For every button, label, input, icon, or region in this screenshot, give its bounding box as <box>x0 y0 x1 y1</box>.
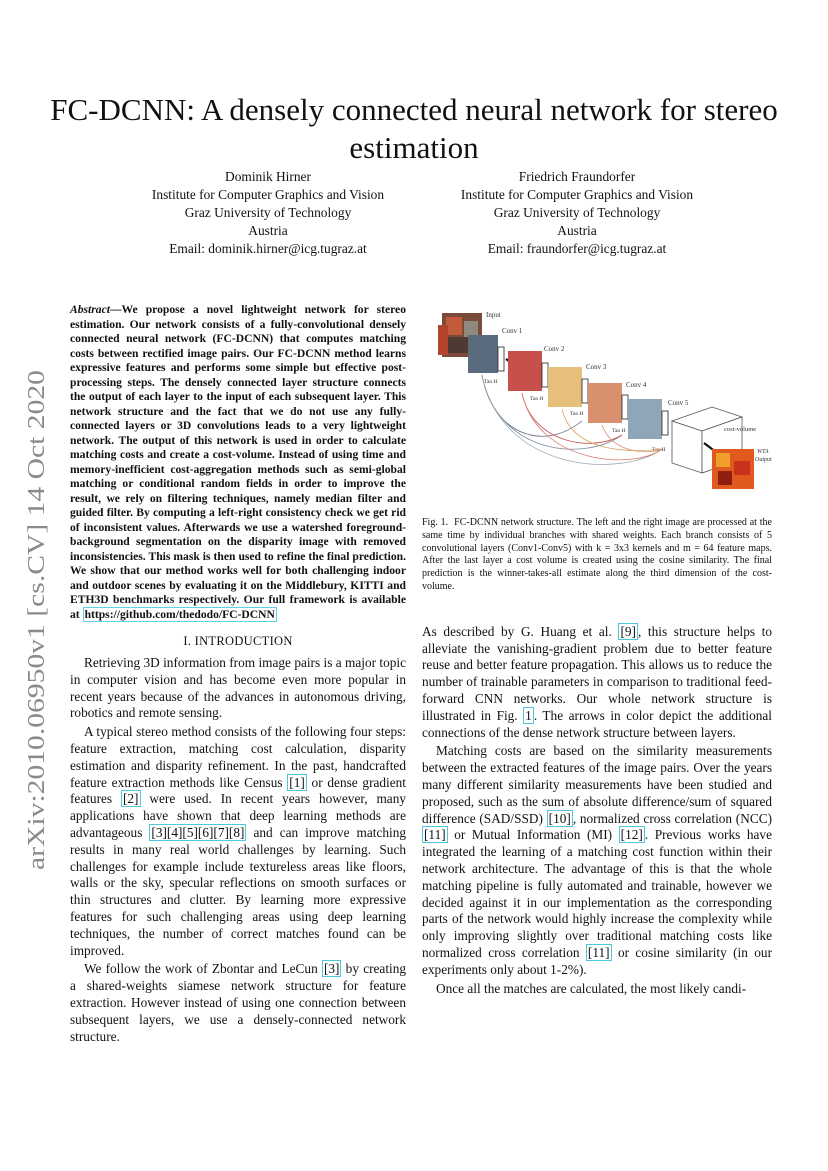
abstract <box>70 303 406 622</box>
abstract-text: —We propose a novel lightweight network for stereo estimation. Our network consists of a fully-convolutional densely connected neural network (FC-DCNN) that computes matching costs between rectified image pairs. Our FC-DCNN method learns expressive features and performs some simple but effective post-processing steps. The densely connected layer structure connects the output of each layer to the input of each subsequent layer. This network structure and the fact that we do not use any fully-connected layers or 3D convolutions leads to a very lightweight network. The output of this network is used in order to calculate matching costs and create a cost-volume. Instead of using time and memory-inefficient cost-aggregation methods such as semi-global matching or conditional random fields in order to improve the result, we rely on filtering techniques, namely median filter and guided filter. By computing a left-right consistency check we get rid of inconsistent values. Afterwards we use a watershed foreground-background segmentation on the disparity image with removed inconsistencies. This mask is then used to refine the final prediction. We show that our method works well for both challenging indoor and outdoor scenes by evaluating it on the Middlebury, KITTI and ETH3D benchmarks respectively. Our full framework is available at <box>70 303 406 621</box>
paragraph-text: As described by G. Huang et al. <box>422 623 619 639</box>
arxiv-stamp <box>14 360 54 880</box>
paragraph <box>70 655 406 722</box>
paragraph <box>422 743 772 978</box>
paper-title: FC-DCNN: A densely connected neural network for stereo estimation <box>50 91 778 165</box>
conv2-block <box>508 351 542 391</box>
citation-link[interactable]: [12] <box>620 827 643 843</box>
paragraph-text: or Mutual Information (MI) <box>447 827 619 843</box>
paragraph <box>422 624 772 742</box>
label-cost-volume: cost-volume <box>724 426 757 433</box>
author-block-2 <box>412 168 742 258</box>
label-tanh: Tan H <box>530 396 544 402</box>
paragraph-text: We follow the work of Zbontar and LeCun <box>84 961 322 977</box>
label-tanh: Tan H <box>612 428 626 434</box>
citation-link[interactable]: [9] <box>620 623 636 639</box>
citation-link[interactable]: [10] <box>548 810 571 826</box>
paragraph-text: Retrieving 3D information from image pairs is a major topic in computer vision and has become even more popular in recent years because of the advances in autonomous driving, robotics and remote sensing. <box>70 655 406 721</box>
right-body <box>422 624 772 998</box>
paragraph-text: were used. In recent years however, many applications have shown that deep learning methods are advantageous <box>70 791 406 840</box>
citation-link[interactable]: [2] <box>122 791 139 807</box>
label-conv1: Conv 1 <box>502 327 523 335</box>
paragraph <box>70 724 406 959</box>
citation-link[interactable]: [11] <box>587 944 610 960</box>
paragraph-text: and can improve matching results in many real world challenges by learning. Such challenges for example include textureless areas like floors, walls or the sky, specular reflections on smooth surfaces or thin structures and clutter. By learning more expressive features for such challenging areas using deep learning techniques, the number of correct matches found can be improved. <box>70 824 406 958</box>
author-country: Austria <box>557 223 597 238</box>
caption-label: Fig. 1. <box>422 517 449 528</box>
author-university: Graz University of Technology <box>493 205 661 220</box>
author-name: Friedrich Fraundorfer <box>518 169 636 184</box>
label-tanh: Tan H <box>652 447 666 453</box>
paragraph-text: , this structure helps to alleviate the vanishing-gradient problem due to better feature reuse and better feature propagation. This allows us to reduce the number of trainable parameters in comparison to traditional feed-forward CNN networks. Our whole network structure is illustrated in Fig. <box>422 623 772 723</box>
label-wta: WTA <box>757 449 769 455</box>
section-heading-introduction <box>70 634 406 649</box>
github-link[interactable]: https://github.com/thedodo/FC-DCNN <box>84 607 275 621</box>
label-output: Output <box>755 457 772 463</box>
citation-link[interactable]: [1] <box>289 774 305 790</box>
label-tanh: Tan H <box>484 379 498 385</box>
figure-link[interactable]: 1 <box>525 707 532 723</box>
label-conv2: Conv 2 <box>544 345 565 353</box>
citation-link[interactable]: [3][4][5][6][7][8] <box>151 824 245 840</box>
arxiv-id: arXiv:2010.06950v1 [cs.CV] 14 Oct 2020 <box>23 456 50 870</box>
paragraph-text: or cosine similarity (in our experiments only about 1-2%). <box>422 944 772 977</box>
label-conv4: Conv 4 <box>626 381 647 389</box>
label-conv5: Conv 5 <box>668 399 689 407</box>
paragraph <box>70 961 406 1045</box>
author-block-1 <box>103 168 433 258</box>
right-column <box>422 303 772 997</box>
author-email: Email: dominik.hirner@icg.tugraz.at <box>169 241 367 256</box>
label-input: Input <box>486 311 501 319</box>
paragraph-text: or dense gradient features <box>70 774 406 807</box>
author-name: Dominik Hirner <box>225 169 311 184</box>
author-affiliation: Institute for Computer Graphics and Vision <box>151 187 385 202</box>
network-diagram <box>422 303 772 503</box>
conv4-block <box>588 383 622 423</box>
paragraph-text: by creating a shared-weights siamese network structure for feature extraction. However instead of using one connection between subsequent layers, we use a densely-connected network structure. <box>70 961 407 1044</box>
label-conv3: Conv 3 <box>586 363 607 371</box>
paragraph-text: . The arrows in color depict the additional connections of the dense network structure between layers. <box>422 707 772 740</box>
author-affiliation: Institute for Computer Graphics and Vision <box>460 187 694 202</box>
paragraph-text: Matching costs are based on the similarity measurements between the extracted features of the image pairs. Over the years many different similarity measurements have been studied and proposed, such as the sum of absolute difference/sum of squared difference (SAD/SSD) <box>422 743 772 826</box>
figure-1 <box>422 303 772 503</box>
conv3-block <box>548 367 582 407</box>
left-column <box>70 303 406 1045</box>
paragraph-text: A typical stereo method consists of the following four steps: feature extraction, matching cost calculation, disparity estimation and disparity refinement. In the past, handcrafted feature extraction methods like Census <box>70 724 406 790</box>
section-number: I. <box>183 634 195 648</box>
arxiv-sidebar <box>14 360 54 880</box>
output-disparity <box>712 449 754 489</box>
citation-link[interactable]: [3] <box>323 961 340 977</box>
section-first-letter: I <box>194 634 200 648</box>
paragraph <box>422 981 772 998</box>
paragraph-text: . Previous works have integrated the learning of a matching cost function within their network architecture. The advantage of this is that the whole matching pipeline is fully automated and trainable, however we decided against it in our implementation as the corresponding parts of the network would highly increase the complexity while only improving slightly over traditional matching costs like normalized cross correlation <box>422 827 772 960</box>
paragraph-text: Once all the matches are calculated, the most likely candi- <box>436 980 747 996</box>
author-country: Austria <box>248 223 288 238</box>
conv1-block <box>468 335 498 373</box>
abstract-lead: Abstract <box>70 303 110 316</box>
paragraph-text: , normalized cross correlation (NCC) <box>572 810 772 826</box>
author-email: Email: fraundorfer@icg.tugraz.at <box>487 241 667 256</box>
citation-link[interactable]: [11] <box>424 827 446 843</box>
author-university: Graz University of Technology <box>184 205 352 220</box>
caption-text: FC-DCNN network structure. The left and the right image are processed at the same time by individual branches with shared weights. Each branch consists of 5 convolutional layers (Conv1-Conv5) with k = 3x3 kernels and m = 64 feature maps. After the last layer a cost volume is created using the cosine similarity. The final prediction is the winner-takes-all estimate along the third dimension of the cost-volume. <box>422 517 772 592</box>
section-title-rest: NTRODUCTION <box>199 634 293 648</box>
figure-caption <box>422 517 772 594</box>
conv5-block <box>628 399 662 439</box>
label-tanh: Tan H <box>570 411 584 417</box>
